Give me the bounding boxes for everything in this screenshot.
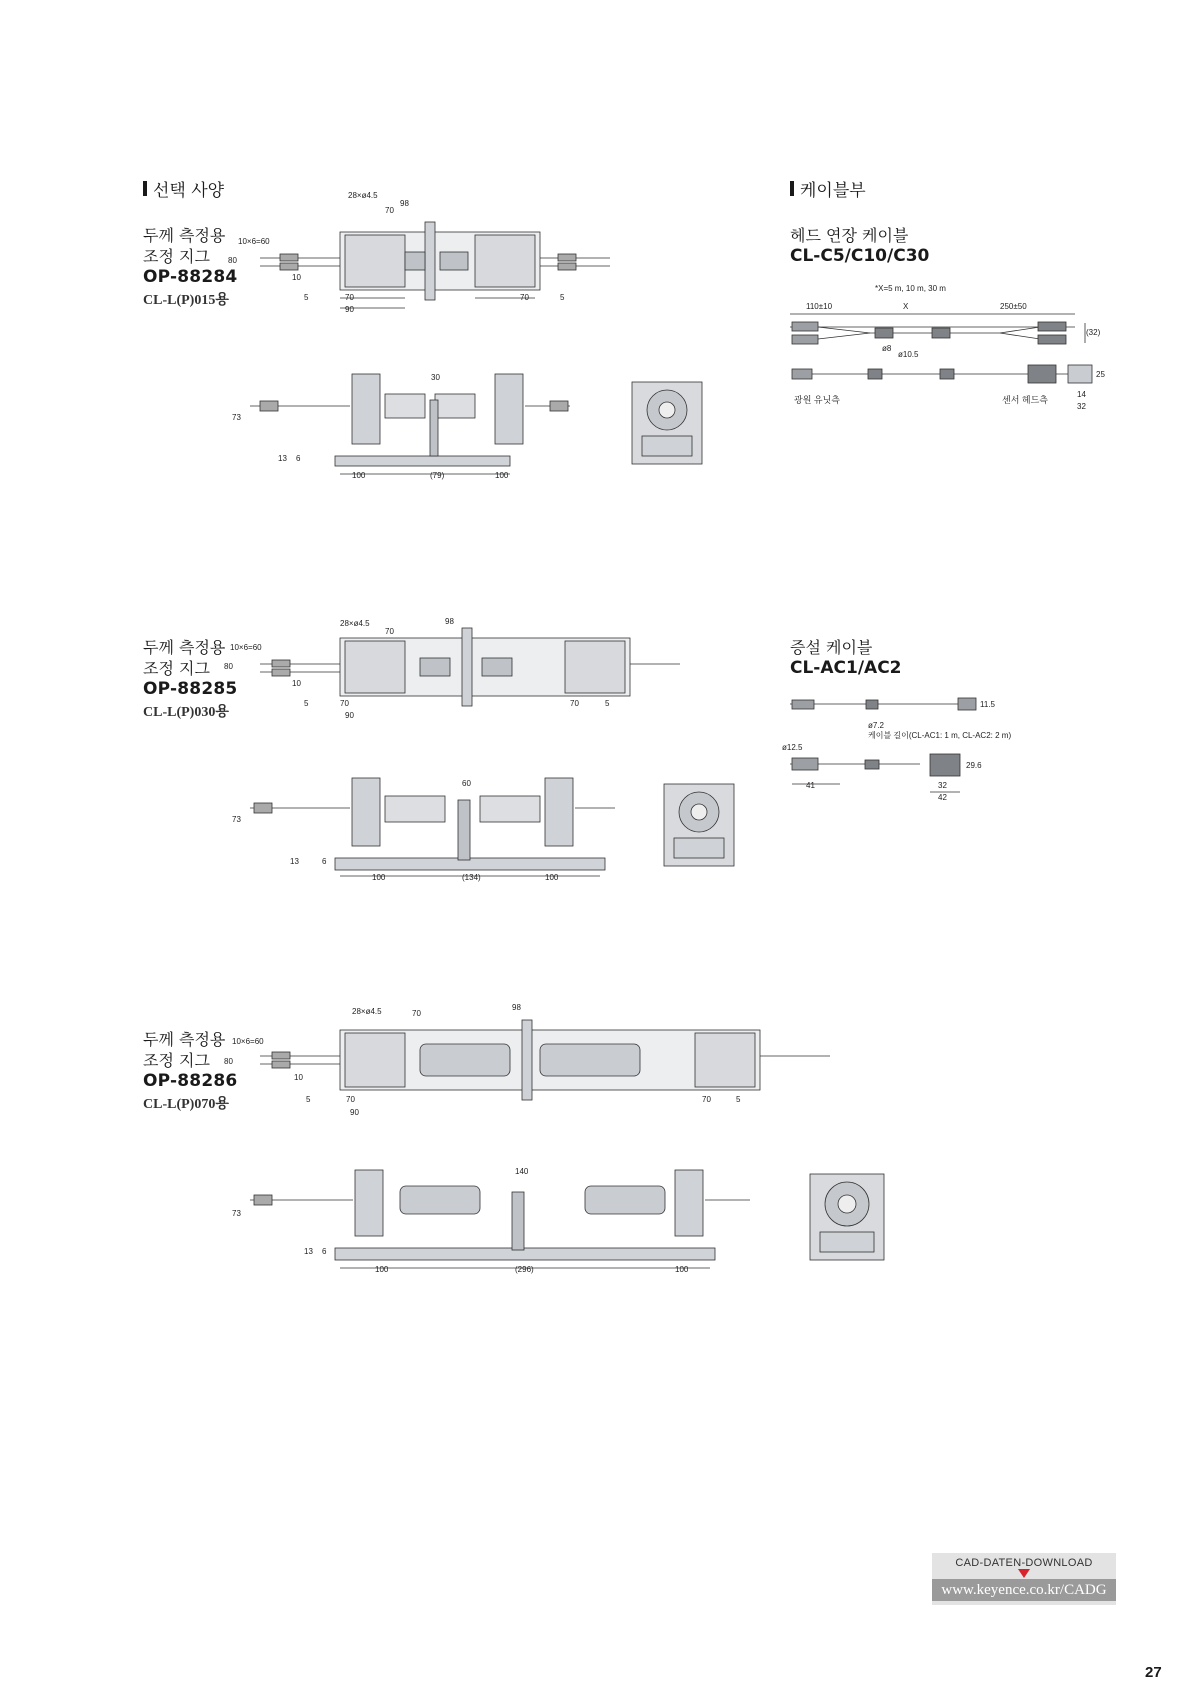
dim-height-80: 80 — [224, 1057, 233, 1066]
product-line2: 조정 지그 — [143, 1051, 210, 1070]
product-code: OP-88286 — [143, 1071, 238, 1091]
dim-70-right: 70 — [520, 293, 529, 302]
dim-dia-8: ø8 — [882, 344, 892, 353]
extension-cable-drawing — [780, 285, 1110, 420]
product-code: OP-88284 — [143, 267, 238, 287]
dim-5-left: 5 — [304, 699, 309, 708]
dim-32: 32 — [938, 781, 947, 790]
cad-download-box[interactable] — [932, 1553, 1116, 1605]
dim-holes: 28×ø4.5 — [352, 1007, 382, 1016]
dim-mid: (296) — [515, 1265, 534, 1274]
cable-length-note: *X=5 m, 10 m, 30 m — [875, 284, 946, 293]
jig-front-view-3 — [806, 1166, 890, 1266]
dim-base-100-left: 100 — [372, 873, 386, 882]
dim-6: 6 — [322, 857, 327, 866]
dim-pitch: 10×6=60 — [232, 1037, 264, 1046]
dim-70-top: 70 — [385, 627, 394, 636]
addon-cable-title — [790, 637, 902, 679]
dim-dia-7-2: ø7.2 — [868, 721, 885, 730]
dim-h25: 25 — [1096, 370, 1105, 379]
cable-code: CL-C5/C10/C30 — [790, 246, 930, 266]
dim-gap: 60 — [462, 779, 471, 788]
addon-cable-drawing — [780, 692, 1040, 817]
cable-line1: 헤드 연장 케이블 — [790, 226, 909, 245]
product-model: CL-L(P)070용 — [143, 1097, 229, 1112]
dim-29-6: 29.6 — [966, 761, 982, 770]
product-model: CL-L(P)030용 — [143, 705, 229, 720]
dim-gap: 140 — [515, 1167, 529, 1176]
product-line2: 조정 지그 — [143, 659, 210, 678]
dim-70-left: 70 — [340, 699, 349, 708]
heading-bar-icon — [143, 181, 147, 196]
dim-w32: 32 — [1077, 402, 1086, 411]
dim-len-x: X — [903, 302, 909, 311]
jig-side-view-2 — [232, 776, 620, 891]
dim-11-5: 11.5 — [980, 700, 995, 709]
dim-90: 90 — [345, 305, 354, 314]
jig-front-view-2 — [660, 776, 740, 872]
dim-98: 98 — [400, 199, 409, 208]
jig-side-view-3 — [232, 1166, 740, 1284]
dim-70-left: 70 — [346, 1095, 355, 1104]
dim-6: 6 — [296, 454, 301, 463]
dim-holes: 28×ø4.5 — [348, 191, 378, 200]
cable-heading-text: 케이블부 — [800, 181, 866, 201]
dim-70-left: 70 — [345, 293, 354, 302]
dim-70-right: 70 — [570, 699, 579, 708]
dim-6: 6 — [322, 1247, 327, 1256]
dim-gap: 30 — [431, 373, 440, 382]
dim-len-left: 110±10 — [806, 302, 833, 311]
dim-base-100-left: 100 — [375, 1265, 389, 1274]
dim-h32: (32) — [1086, 328, 1101, 337]
dim-base-100-left: 100 — [352, 471, 366, 480]
cad-download-label[interactable]: CAD-DATEN-DOWNLOAD — [955, 1557, 1093, 1569]
dim-13: 13 — [290, 857, 299, 866]
dim-70-right: 70 — [702, 1095, 711, 1104]
dim-5-right: 5 — [736, 1095, 741, 1104]
product-title-1 — [143, 225, 237, 311]
dim-height-73: 73 — [232, 1209, 241, 1218]
dim-dia-12-5: ø12.5 — [782, 743, 803, 752]
dim-base-100-right: 100 — [545, 873, 559, 882]
dim-13: 13 — [278, 454, 287, 463]
dim-90: 90 — [350, 1108, 359, 1117]
jig-top-view-3 — [224, 1003, 800, 1134]
dim-height-73: 73 — [232, 815, 241, 824]
page-number: 27 — [1145, 1664, 1162, 1681]
product-title-3 — [143, 1029, 237, 1115]
dim-41: 41 — [806, 781, 815, 790]
dim-height-80: 80 — [224, 662, 233, 671]
dim-w14: 14 — [1077, 390, 1086, 399]
jig-front-view-1 — [628, 374, 708, 470]
dim-5-left: 5 — [306, 1095, 311, 1104]
options-section-heading — [143, 176, 224, 201]
dim-90: 90 — [345, 711, 354, 720]
extension-cable-title — [790, 225, 929, 267]
cable-length-note: 케이블 길이(CL-AC1: 1 m, CL-AC2: 2 m) — [868, 731, 1012, 740]
dim-10: 10 — [292, 273, 301, 282]
product-code: OP-88285 — [143, 679, 238, 699]
jig-side-view-1 — [232, 370, 540, 485]
dim-base-100-right: 100 — [675, 1265, 689, 1274]
heading-bar-icon — [790, 181, 794, 196]
dim-10: 10 — [292, 679, 301, 688]
dim-len-right: 250±50 — [1000, 302, 1027, 311]
product-model: CL-L(P)015용 — [143, 293, 229, 308]
cable-section-heading — [790, 176, 866, 201]
dim-height-73: 73 — [232, 413, 241, 422]
dim-5-right: 5 — [605, 699, 610, 708]
cable-code: CL-AC1/AC2 — [790, 658, 902, 678]
product-line1: 두께 측정용 — [143, 226, 226, 245]
dim-98: 98 — [512, 1003, 521, 1012]
dim-42: 42 — [938, 793, 947, 802]
dim-70-top: 70 — [385, 206, 394, 215]
dim-height-80: 80 — [228, 256, 237, 265]
cable-line1: 증설 케이블 — [790, 638, 873, 657]
label-sensor-head-side: 센서 헤드측 — [1002, 395, 1048, 405]
dim-pitch: 10×6=60 — [238, 237, 270, 246]
cad-download-url[interactable]: www.keyence.co.kr/CADG — [932, 1579, 1116, 1601]
label-light-source-side: 광원 유닛측 — [794, 395, 840, 405]
jig-top-view-2 — [224, 616, 660, 742]
dim-dia-10-5: ø10.5 — [898, 350, 919, 359]
dim-5-left: 5 — [304, 293, 309, 302]
dim-98: 98 — [445, 617, 454, 626]
down-arrow-icon — [1018, 1569, 1030, 1578]
dim-holes: 28×ø4.5 — [340, 619, 370, 628]
dim-10: 10 — [294, 1073, 303, 1082]
jig-top-view-1 — [228, 191, 660, 330]
options-heading-text: 선택 사양 — [153, 181, 225, 201]
product-title-2 — [143, 637, 237, 723]
dim-5-right: 5 — [560, 293, 565, 302]
dim-mid: (134) — [462, 873, 481, 882]
dim-pitch: 10×6=60 — [230, 643, 262, 652]
dim-70-top: 70 — [412, 1009, 421, 1018]
dim-mid: (79) — [430, 471, 445, 480]
product-line1: 두께 측정용 — [143, 638, 226, 657]
product-line1: 두께 측정용 — [143, 1030, 226, 1049]
product-line2: 조정 지그 — [143, 247, 210, 266]
dim-13: 13 — [304, 1247, 313, 1256]
dim-base-100-right: 100 — [495, 471, 509, 480]
